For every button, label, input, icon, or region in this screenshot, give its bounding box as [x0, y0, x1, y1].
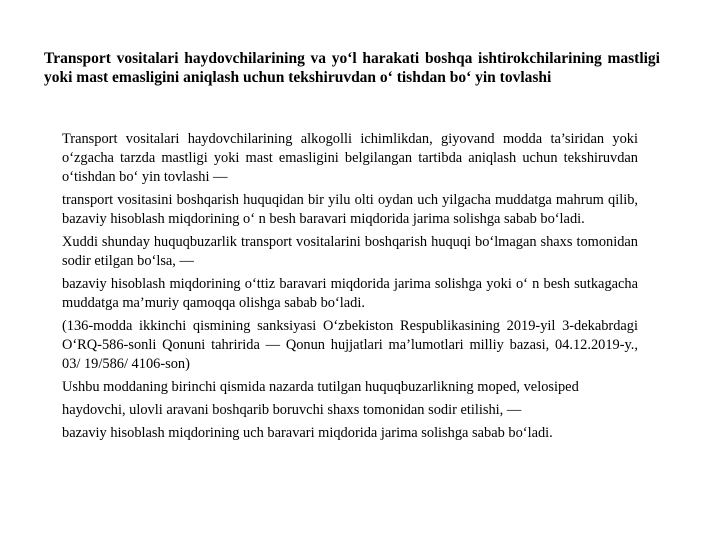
paragraph-7: haydovchi, ulovli aravani boshqarib boruvchi shaxs tomonidan sodir etilishi, —	[62, 402, 522, 418]
paragraph-2: transport vositasini boshqarish huquqidan bir yilu olti oydan uch yilgacha muddatga mahrum qilib, bazaviy hisoblash miqdorining o‘ n besh baravari miqdorida jarima solishga sabab bo‘ladi.	[62, 192, 638, 227]
slide-title: Transport vositalari haydovchilarining va yo‘l harakati boshqa ishtirokchilarining mastligi yoki mast emasligini aniqlash uchun tekshiruvdan o‘ tishdan bo‘ yin tovlashi	[44, 50, 660, 86]
slide-body	[62, 130, 638, 447]
paragraph-1: Transport vositalari haydovchilarining alkogolli ichimlikdan, giyovand modda ta’siridan yoki o‘zgacha tarzda mastligi yoki mast emasligini belgilangan tartibda aniqlash uchun tekshiruvdan o‘tishdan bo‘ yin tovlashi —	[62, 131, 638, 185]
paragraph-6: Ushbu moddaning birinchi qismida nazarda tutilgan huquqbuzarlikning moped, velosiped	[62, 379, 579, 395]
paragraph-5: (136-modda ikkinchi qismining sanksiyasi O‘zbekiston Respublikasining 2019-yil 3-dekabrdagi O‘RQ-586-sonli Qonuni tahririda — Qonun hujjatlari ma’lumotlari milliy bazasi, 04.12.2019-y., 03/ 19/586/ 4106-son)	[62, 318, 638, 372]
paragraph-3: Xuddi shunday huquqbuzarlik transport vositalarini boshqarish huquqi bo‘lmagan shaxs tomonidan sodir etilgan bo‘lsa, —	[62, 234, 638, 269]
paragraph-4: bazaviy hisoblash miqdorining o‘ttiz baravari miqdorida jarima solishga yoki o‘ n besh sutkagacha muddatga ma’muriy qamoqqa olishga sabab bo‘ladi.	[62, 276, 638, 311]
paragraph-8: bazaviy hisoblash miqdorining uch baravari miqdorida jarima solishga sabab bo‘ladi.	[62, 425, 553, 441]
